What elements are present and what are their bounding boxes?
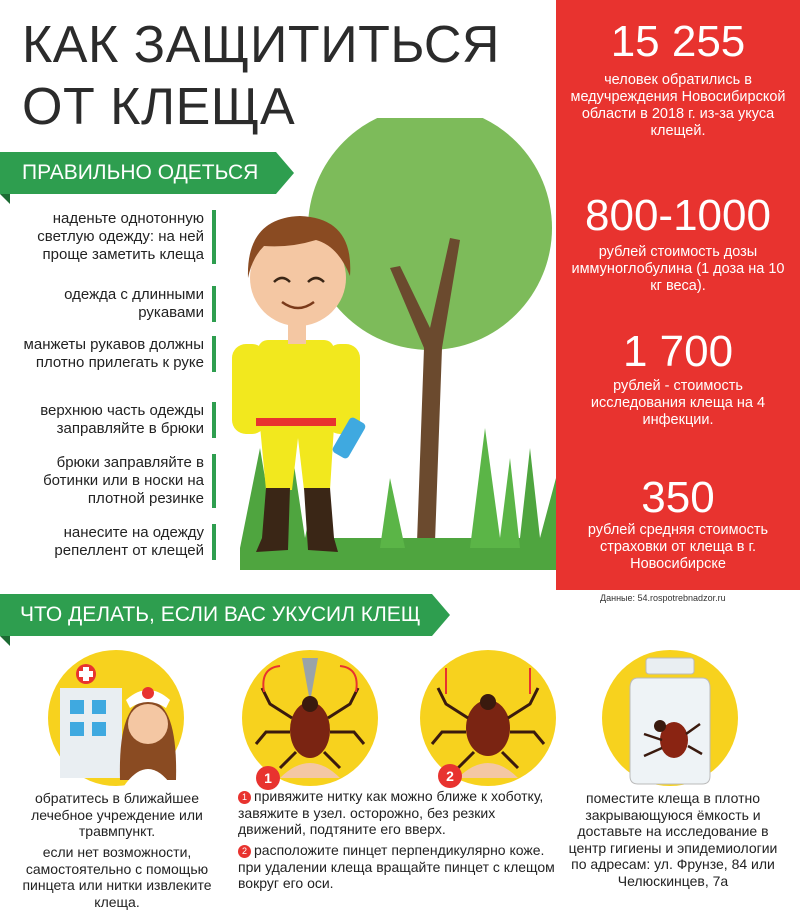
tip-item: наденьте однотонную светлую одежду: на ней проще заметить клеща <box>0 210 216 264</box>
step-badge-2: 2 <box>438 764 462 788</box>
stat-text: рублей средняя стоимость страховки от клеща в г. Новосибирске <box>587 522 769 572</box>
tip-item: манжеты рукавов должны плотно прилегать к руке <box>0 336 216 372</box>
tree-crown <box>308 118 552 350</box>
tip-item: брюки заправляйте в ботинки или в носки на плотной резинке <box>0 454 216 508</box>
tick-jar-icon <box>600 648 740 788</box>
banner-fold <box>0 194 10 204</box>
section-dress-heading: ПРАВИЛЬНО ОДЕТЬСЯ <box>22 161 259 184</box>
section-bite-heading: ЧТО ДЕЛАТЬ, ЕСЛИ ВАС УКУСИЛ КЛЕЩ <box>20 603 421 626</box>
stat-number: 1 700 <box>622 327 734 376</box>
stat-number: 15 255 <box>610 17 746 66</box>
stat-text: рублей - стоимость исследования клеща на 4 инфекции. <box>590 378 766 428</box>
step1-text: обратитесь в ближайшее лечебное учреждение или травмпункт. <box>31 790 203 839</box>
banner-fold <box>0 636 10 646</box>
stat-text: рублей стоимость дозы иммуноглобулина (1 доза на 10 кг веса). <box>571 244 785 294</box>
stat-text: человек обратились в медучреждения Новосибирской области в 2018 г. из-за укуса клещей. <box>570 72 786 139</box>
boy-and-tree-illustration <box>220 118 556 570</box>
step1-alt-text: если нет возможности, самостоятельно с помощью пинцета или нитки извлеките клеща. <box>22 844 212 910</box>
step3-text: поместите клеща в плотно закрывающуюся ёмкость и доставьте на исследование в центр гигиены и эпидемиологии по адресам: ул. Фрунзе, 84 или Челюскинцев, 7а <box>568 790 778 889</box>
title-line-2: ОТ КЛЕЩА <box>22 78 296 136</box>
stat-number: 800-1000 <box>585 191 771 240</box>
step-number-1: 1 <box>238 791 251 804</box>
boy-belt <box>256 418 336 426</box>
section-bite-banner <box>0 594 432 636</box>
tip-item: одежда с длинными рукавами <box>0 286 216 322</box>
stats-panel <box>556 0 800 590</box>
tip-item: нанесите на одежду репеллент от клещей <box>0 524 216 560</box>
step-badge-1: 1 <box>256 766 280 790</box>
title-line-1: КАК ЗАЩИТИТЬСЯ <box>22 16 500 74</box>
step2-tweezers-text: 2 расположите пинцет перпендикулярно коже. при удалении клеща вращайте пинцет с клещом вокруг его оси. <box>238 842 555 891</box>
tick-tweezers-icon <box>418 648 558 788</box>
step-number-2: 2 <box>238 845 251 858</box>
stat-number: 350 <box>641 473 715 522</box>
step2-thread-text: 1 привяжите нитку как можно ближе к хоботку, завяжите в узел. осторожно, без резких движений, подтяните его вверх. <box>238 788 544 837</box>
tip-item: верхнюю часть одежды заправляйте в брюки <box>0 402 216 438</box>
data-source: Данные: 54.rospotrebnadzor.ru <box>600 593 726 603</box>
boy-jacket <box>258 340 334 424</box>
hospital-nurse-icon <box>46 648 186 788</box>
